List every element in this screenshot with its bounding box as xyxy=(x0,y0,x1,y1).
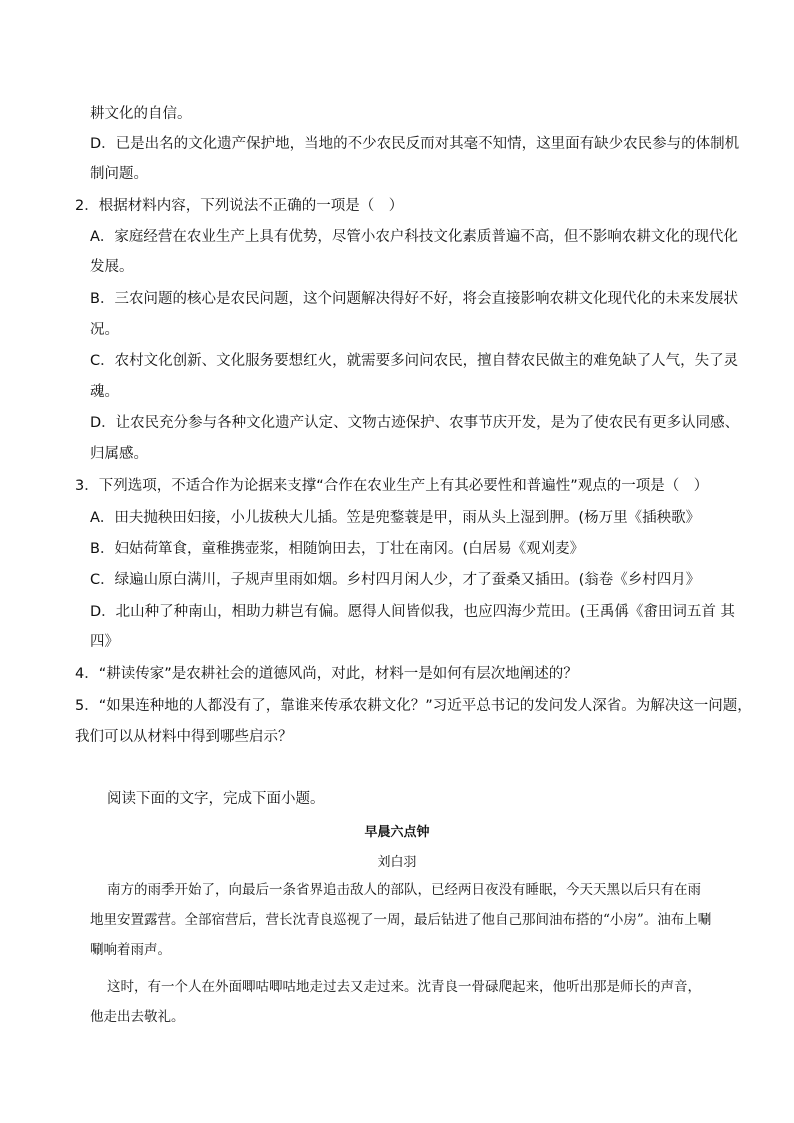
q2-option-a-line-2: 发展。 xyxy=(90,259,134,275)
option-c-continuation: 耕文化的自信。 xyxy=(90,106,192,122)
story-title: 早晨六点钟 xyxy=(364,825,430,840)
q2-option-a-line-1: A．家庭经营在农业生产上具有优势，尽管小农户科技文化素质普遍不高，但不影响农耕文化的现代化 xyxy=(90,229,738,245)
question-5-line-2: 我们可以从材料中得到哪些启示？ xyxy=(75,729,293,745)
story-paragraph-1-line-2: 地里安置露营。全部宿营后，营长沈青良巡视了一周，最后钻进了他自己那间油布搭的“小房”。油布上唰 xyxy=(90,912,712,928)
q2-option-c-line-1: C．农村文化创新、文化服务要想红火，就需要多问问农民，擅自替农民做主的难免缺了人气，失了灵 xyxy=(90,353,739,369)
q3-option-b: B．妇姑荷箪食，童稚携壶浆，相随饷田去，丁壮在南冈。(白居易《观刈麦》 xyxy=(90,541,585,557)
reading-instruction: 阅读下面的文字，完成下面小题。 xyxy=(107,791,325,807)
q2-option-c-line-2: 魂。 xyxy=(90,384,119,400)
q3-option-c: C．绿遍山原白满川，子规声里雨如烟。乡村四月闲人少，才了蚕桑又插田。(翁卷《乡村四月》 xyxy=(90,572,701,588)
story-author: 刘白羽 xyxy=(377,855,417,870)
q2-option-d-line-1: D．让农民充分参与各种文化遗产认定、文物古迹保护、农事节庆开发，是为了使农民有更多认同感、 xyxy=(90,415,740,431)
q3-option-d-line-2: 四》 xyxy=(90,634,119,650)
story-paragraph-2-line-2: 他走出去敬礼。 xyxy=(90,1009,185,1025)
question-4-stem: 4．“耕读传家”是农耕社会的道德风尚，对此，材料一是如何有层次地阐述的？ xyxy=(75,666,578,682)
story-paragraph-1-line-1: 南方的雨季开始了，向最后一条省界追击敌人的部队，已经两日夜没有睡眠，今天天黑以后只有在雨 xyxy=(107,882,701,898)
question-2-stem: 2．根据材料内容，下列说法不正确的一项是（ ） xyxy=(75,198,404,214)
q2-option-b-line-1: B．三农问题的核心是农民问题，这个问题解决得好不好，将会直接影响农耕文化现代化的未来发展状 xyxy=(90,291,738,307)
q3-option-d-line-1: D．北山种了种南山，相助力耕岂有偏。愿得人间皆似我，也应四海少荒田。(王禹偁《畬田词五首 其 xyxy=(90,604,735,620)
q3-option-a: A．田夫抛秧田妇接，小儿拔秧大儿插。笠是兜鍪蓑是甲，雨从头上湿到胛。(杨万里《插秧歌》 xyxy=(90,510,701,526)
question-3-stem: 3．下列选项，不适合作为论据来支撑“合作在农业生产上有其必要性和普遍性”观点的一项是（ ） xyxy=(75,478,709,494)
story-paragraph-1-line-3: 唰响着雨声。 xyxy=(90,942,171,958)
question-5-line-1: 5．“如果连种地的人都没有了，靠谁来传承农耕文化？”习近平总书记的发问发人深省。为解决这一问题， xyxy=(75,698,752,714)
q2-option-b-line-2: 况。 xyxy=(90,322,119,338)
q2-option-d-line-2: 归属感。 xyxy=(90,446,148,462)
story-paragraph-2-line-1: 这时，有一个人在外面唧咕唧咕地走过去又走过来。沈青良一骨碌爬起来，他听出那是师长的声音， xyxy=(107,979,701,995)
option-d-line-1: D．已是出名的文化遗产保护地，当地的不少农民反而对其毫不知情，这里面有缺少农民参与的体制机 xyxy=(90,136,740,152)
option-d-line-2: 制问题。 xyxy=(90,166,148,182)
